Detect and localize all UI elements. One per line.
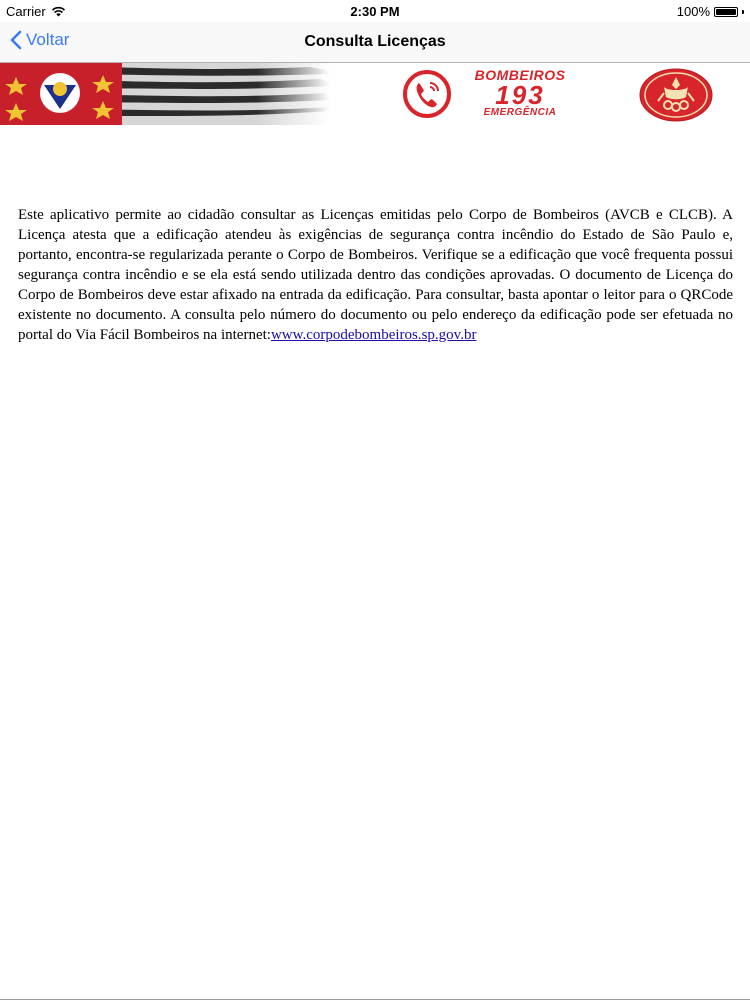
- bombeiros-193-logo: [462, 68, 578, 118]
- logo-line-emergencia: EMERGÊNCIA: [483, 107, 557, 118]
- carrier-label: Carrier: [6, 4, 46, 19]
- battery-cap: [742, 10, 744, 14]
- status-right: [677, 4, 744, 19]
- license-info-paragraph: [18, 205, 733, 345]
- status-bar: [0, 0, 750, 22]
- battery-fill: [716, 9, 736, 15]
- phone-emergency-icon: [401, 69, 453, 119]
- battery-icon: [714, 7, 738, 17]
- logo-line-bombeiros: BOMBEIROS: [474, 67, 566, 83]
- sao-paulo-flag-image: [0, 63, 330, 125]
- status-time: 2:30 PM: [350, 4, 400, 19]
- logo-line-193: 193: [495, 80, 545, 110]
- header-banner: [0, 63, 750, 125]
- portal-link[interactable]: www.corpodebombeiros.sp.gov.br: [270, 327, 477, 343]
- fire-department-emblem-icon: [638, 67, 714, 123]
- back-button-label: Voltar: [26, 30, 70, 49]
- battery-percentage: 100%: [676, 4, 710, 19]
- navigation-bar: [0, 22, 750, 63]
- info-body-text: Este aplicativo permite ao cidadão consultar as Licenças emitidas pelo Corpo de Bombeiros (AVCB e CLCB). A Licença atesta que a edificação atendeu às exigências de segurança contra incêndio do Estado de São Paulo e, portanto, encontra-se regularizada perante o Corpo de Bombeiros. Verifique se a edificação que você frequenta possui segurança contra incêndio e se ela está sendo utilizada dentro das condições aprovadas. O documento de Licença do Corpo de Bombeiros deve estar afixado na entrada da edificação. Para consultar, basta apontar o leitor para o QRCode existente no documento. A consulta pelo número do documento ou pelo endereço da edificação pode ser efetuada no portal do Via Fácil Bombeiros na internet:: [18, 207, 733, 343]
- page-title: Consulta Licenças: [304, 33, 446, 50]
